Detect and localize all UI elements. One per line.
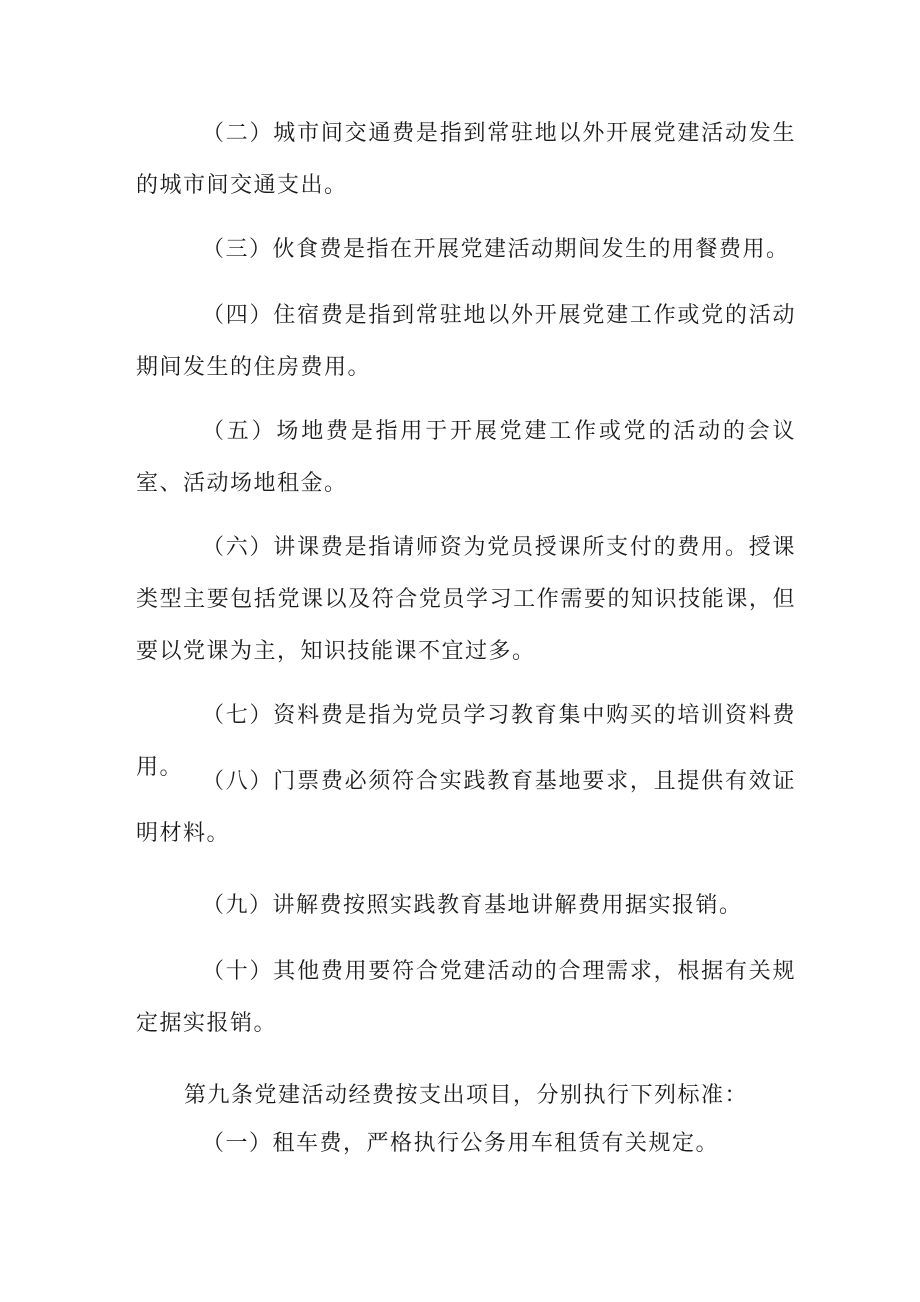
paragraph-intercity-transport: （二）城市间交通费是指到常驻地以外开展党建活动发生的城市间交通支出。 [136, 121, 796, 198]
paragraph-accommodation: （四）住宿费是指到常驻地以外开展党建工作或党的活动期间发生的住房费用。 [136, 303, 796, 380]
article-nine-heading: 第九条党建活动经费按支出项目，分别执行下列标准： [184, 1083, 749, 1108]
paragraph-car-rental: （一）租车费，严格执行公务用车租赁有关规定。 [202, 1131, 720, 1156]
paragraph-meal-expense: （三）伙食费是指在开展党建活动期间发生的用餐费用。 [202, 237, 790, 262]
paragraph-guide-fee: （九）讲解费按照实践教育基地讲解费用据实报销。 [202, 893, 743, 918]
paragraph-materials-fee: （七）资料费是指为党员学习教育集中购买的培训资料费用。 [136, 703, 796, 780]
paragraph-ticket-fee: （八）门票费必须符合实践教育基地要求，且提供有效证明材料。 [136, 769, 796, 846]
paragraph-lecture-fee: （六）讲课费是指请师资为党员授课所支付的费用。授课类型主要包括党课以及符合党员学习工作需要的知识技能课，但要以党课为主，知识技能课不宜过多。 [136, 535, 796, 664]
paragraph-other-expenses: （十）其他费用要符合党建活动的合理需求，根据有关规定据实报销。 [136, 959, 796, 1036]
paragraph-venue-fee: （五）场地费是指用于开展党建工作或党的活动的会议室、活动场地租金。 [136, 419, 796, 496]
